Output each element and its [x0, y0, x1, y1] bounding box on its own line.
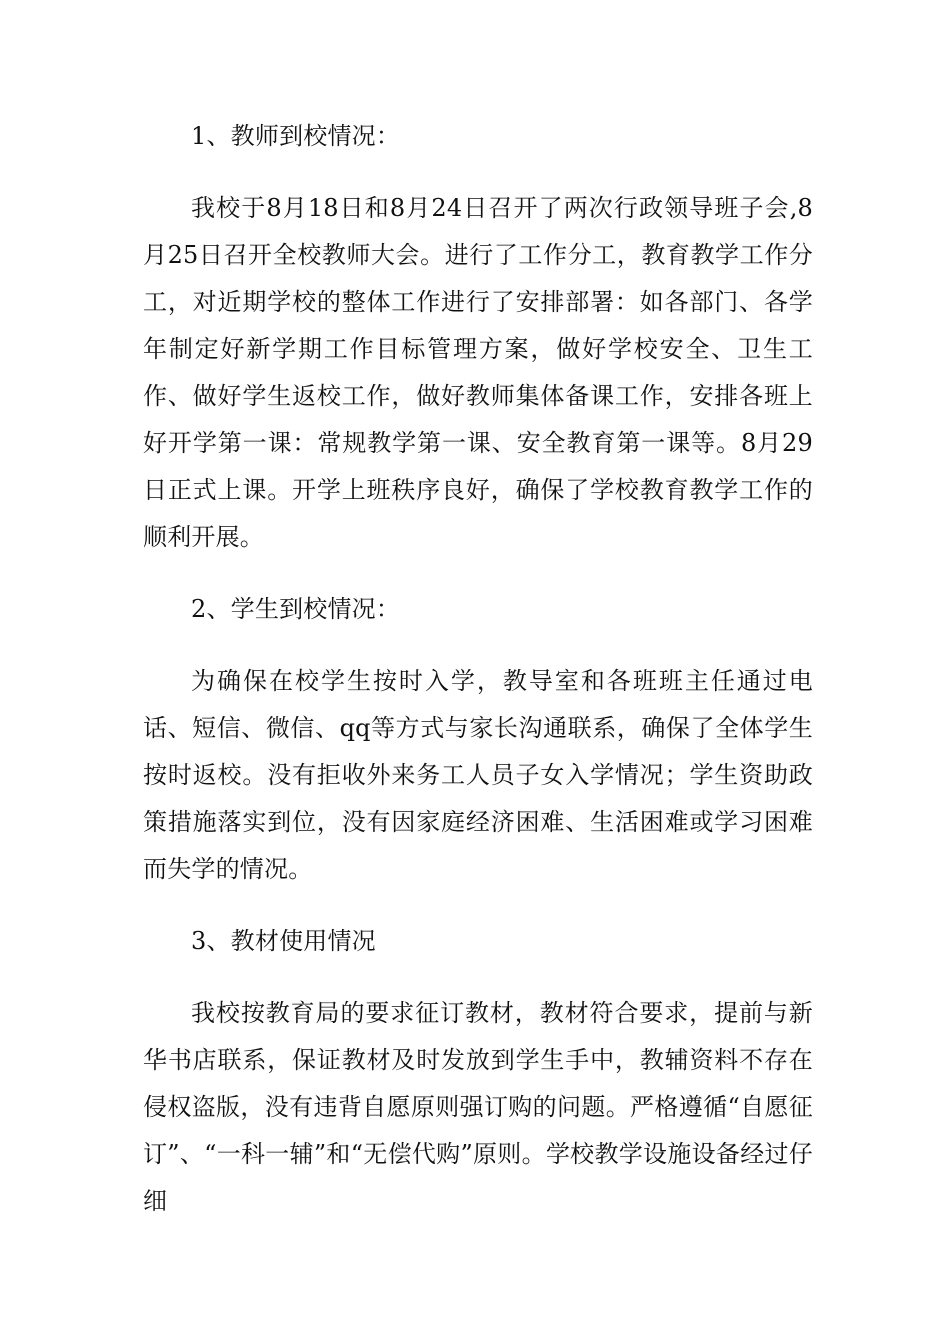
- section-paragraph-students: 为确保在校学生按时入学，教导室和各班班主任通过电话、短信、微信、qq等方式与家长沟通联系，确保了全体学生按时返校。没有拒收外来务工人员子女入学情况；学生资助政策措施落实到位，没有因家庭经济困难、生活困难或学习困难而失学的情况。: [143, 667, 813, 883]
- section-heading-textbooks: 3、教材使用情况: [191, 927, 376, 955]
- section-paragraph-textbooks: 我校按教育局的要求征订教材，教材符合要求，提前与新华书店联系，保证教材及时发放到学生手中，教辅资料不存在侵权盗版，没有违背自愿原则强订购的问题。严格遵循“自愿征订”、“一科一辅”和“无偿代购”原则。学校教学设施设备经过仔细: [143, 999, 813, 1215]
- section-heading-students: 2、学生到校情况：: [191, 595, 401, 623]
- document-body: [143, 113, 813, 1250]
- section-heading-teachers: 1、教师到校情况：: [191, 122, 401, 150]
- section-paragraph-teachers: 我校于8月18日和8月24日召开了两次行政领导班子会,8月25日召开全校教师大会。进行了工作分工，教育教学工作分工，对近期学校的整体工作进行了安排部署：如各部门、各学年制定好新学期工作目标管理方案，做好学校安全、卫生工作、做好学生返校工作，做好教师集体备课工作，安排各班上好开学第一课：常规教学第一课、安全教育第一课等。8月29日正式上课。开学上班秩序良好，确保了学校教育教学工作的顺利开展。: [143, 194, 813, 551]
